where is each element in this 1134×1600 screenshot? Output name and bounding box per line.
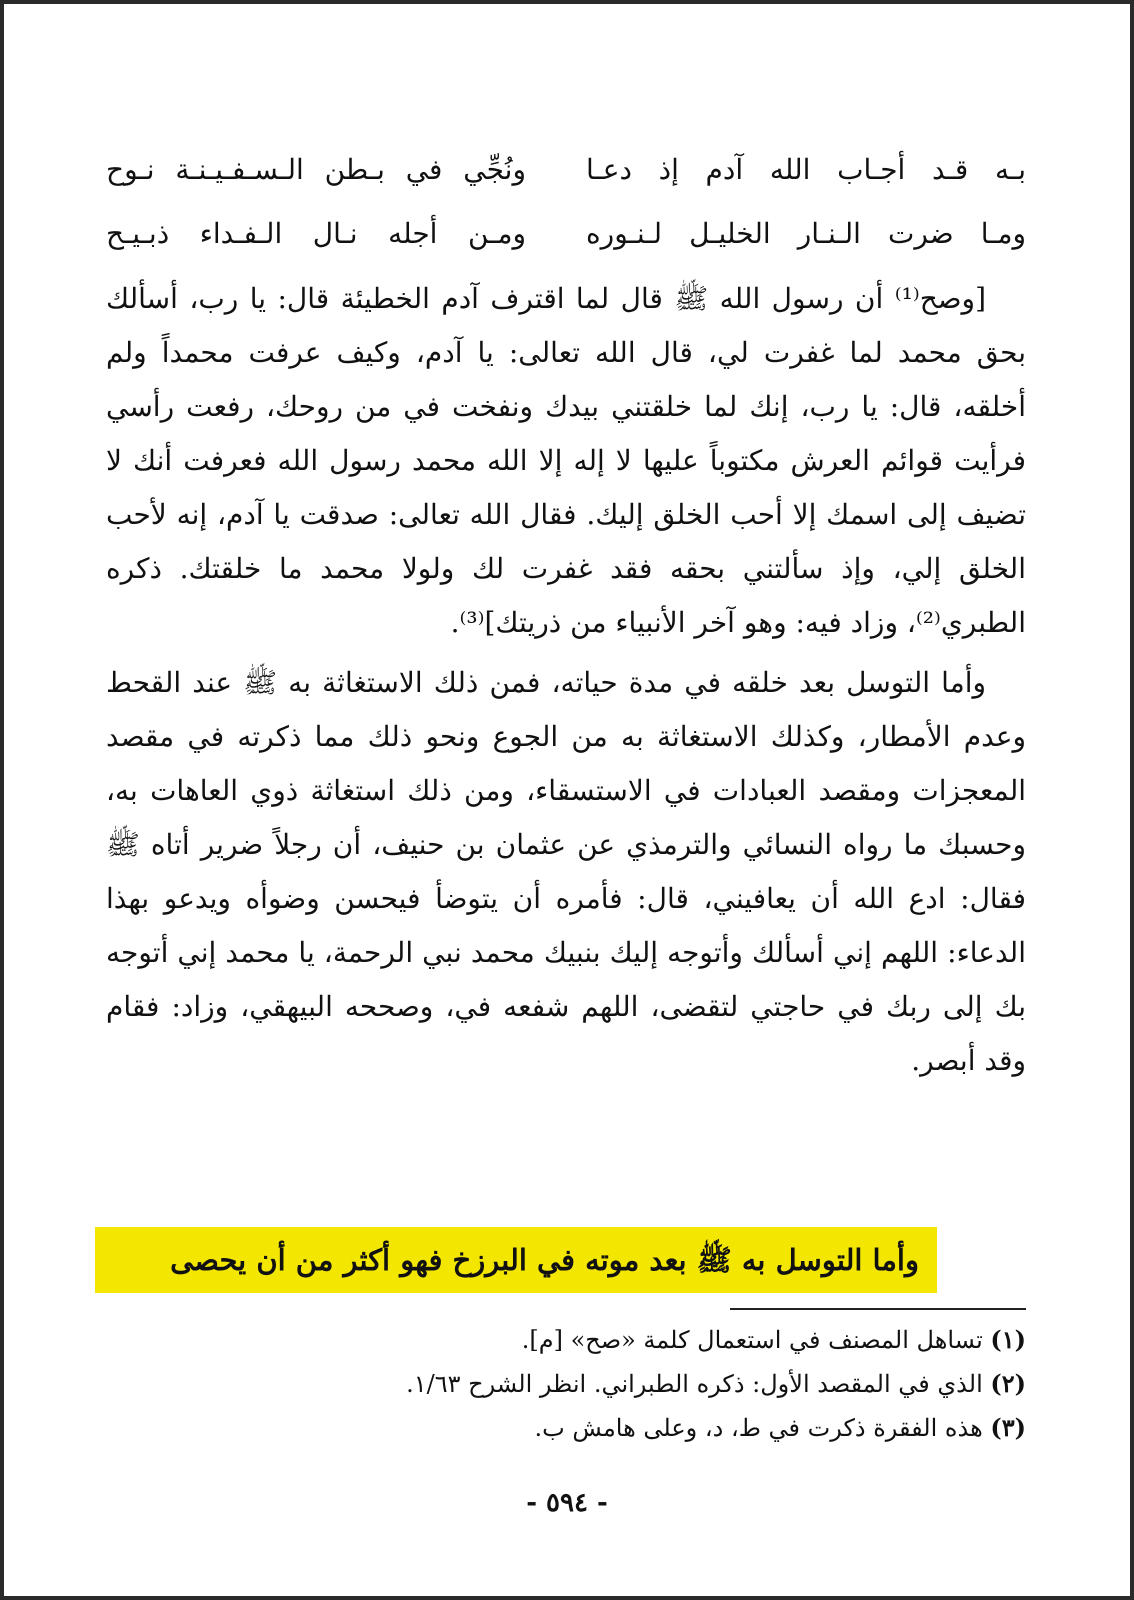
- verse-hemistich-first: بـه قـد أجـاب الله آدم إذ دعـا: [586, 153, 1026, 186]
- verse-hemistich-second: ونُجِّي في بـطن الـسـفـيـنـة نـوح: [106, 153, 526, 186]
- footnote-item: [106, 1406, 1026, 1450]
- verse-line: [106, 138, 1026, 202]
- footnote-number: (٢): [990, 1369, 1026, 1398]
- tawassul-paragraph: وأما التوسل بعد خلقه في مدة حياته، فمن ذلك الاستغاثة به ﷺ عند القحط وعدم الأمطار، وكذلك الاستغاثة به من الجوع ونحو ذلك مما ذكرته في مقصد المعجزات ومقصد العبادات في الاستسقاء، ومن ذلك استغاثة ذوي العاهات به، وحسبك ما رواه النسائي والترمذي عن عثمان بن حنيف، أن رجلاً ضرير أتاه ﷺ فقال: ادع الله أن يعافيني، قال: فأمره أن يتوضأ فيحسن وضوأه ويدعو بهذا الدعاء: اللهم إني أسألك وأتوجه إليك بنبيك محمد نبي الرحمة، يا محمد إني أتوجه بك إلى ربك في حاجتي لتقضى، اللهم شفعه في، وصححه البيهقي، وزاد: فقام وقد أبصر.: [106, 666, 1027, 1077]
- verse-hemistich-second: ومـن أجله نـال الـفـداء ذبـيـح: [106, 217, 526, 250]
- verse-hemistich-first: ومـا ضرت الـنـار الخليـل لـنـوره: [586, 217, 1026, 250]
- highlighted-sentence: وأما التوسل به ﷺ بعد موته في البرزخ فهو أكثر من أن يحصى: [95, 1227, 937, 1293]
- footnote-number: (١): [990, 1325, 1026, 1354]
- footnote-item: [106, 1318, 1026, 1362]
- footnote-divider: [730, 1308, 1026, 1310]
- footnote-text: تساهل المصنف في استعمال كلمة «صح» [م].: [521, 1326, 983, 1354]
- poem-verses: [106, 138, 1026, 266]
- verse-line: [106, 202, 1026, 266]
- footnote-number: (٣): [990, 1413, 1026, 1442]
- page-number: - ٥٩٤ -: [526, 1488, 608, 1518]
- hadith-paragraph: [وصح⁽¹⁾ أن رسول الله ﷺ قال لما اقترف آدم الخطيئة قال: يا رب، أسألك بحق محمد لما غفرت لي، قال الله تعالى: يا آدم، وكيف عرفت محمداً ولم أخلقه، قال: يا رب، إنك لما خلقتني بيدك ونفخت في من روحك، رفعت رأسي فرأيت قوائم العرش مكتوباً عليها لا إله إلا الله محمد رسول الله فعرفت أنك لا تضيف إلى اسمك إلا أحب الخلق إليك. فقال الله تعالى: صدقت يا آدم، إنه لأحب الخلق إلي، وإذ سألتني بحقه فقد غفرت لك ولولا محمد ما خلقتك. ذكره الطبري⁽²⁾، وزاد فيه: وهو آخر الأنبياء من ذريتك]⁽³⁾.: [106, 282, 1026, 639]
- footnote-text: هذه الفقرة ذكرت في ط، د، وعلى هامش ب.: [534, 1414, 983, 1442]
- footnote-item: [106, 1362, 1026, 1406]
- footnotes: [106, 1318, 1026, 1450]
- footnote-text: الذي في المقصد الأول: ذكره الطبراني. انظر الشرح ١/٦٣.: [406, 1370, 983, 1398]
- main-text: [106, 138, 1026, 1088]
